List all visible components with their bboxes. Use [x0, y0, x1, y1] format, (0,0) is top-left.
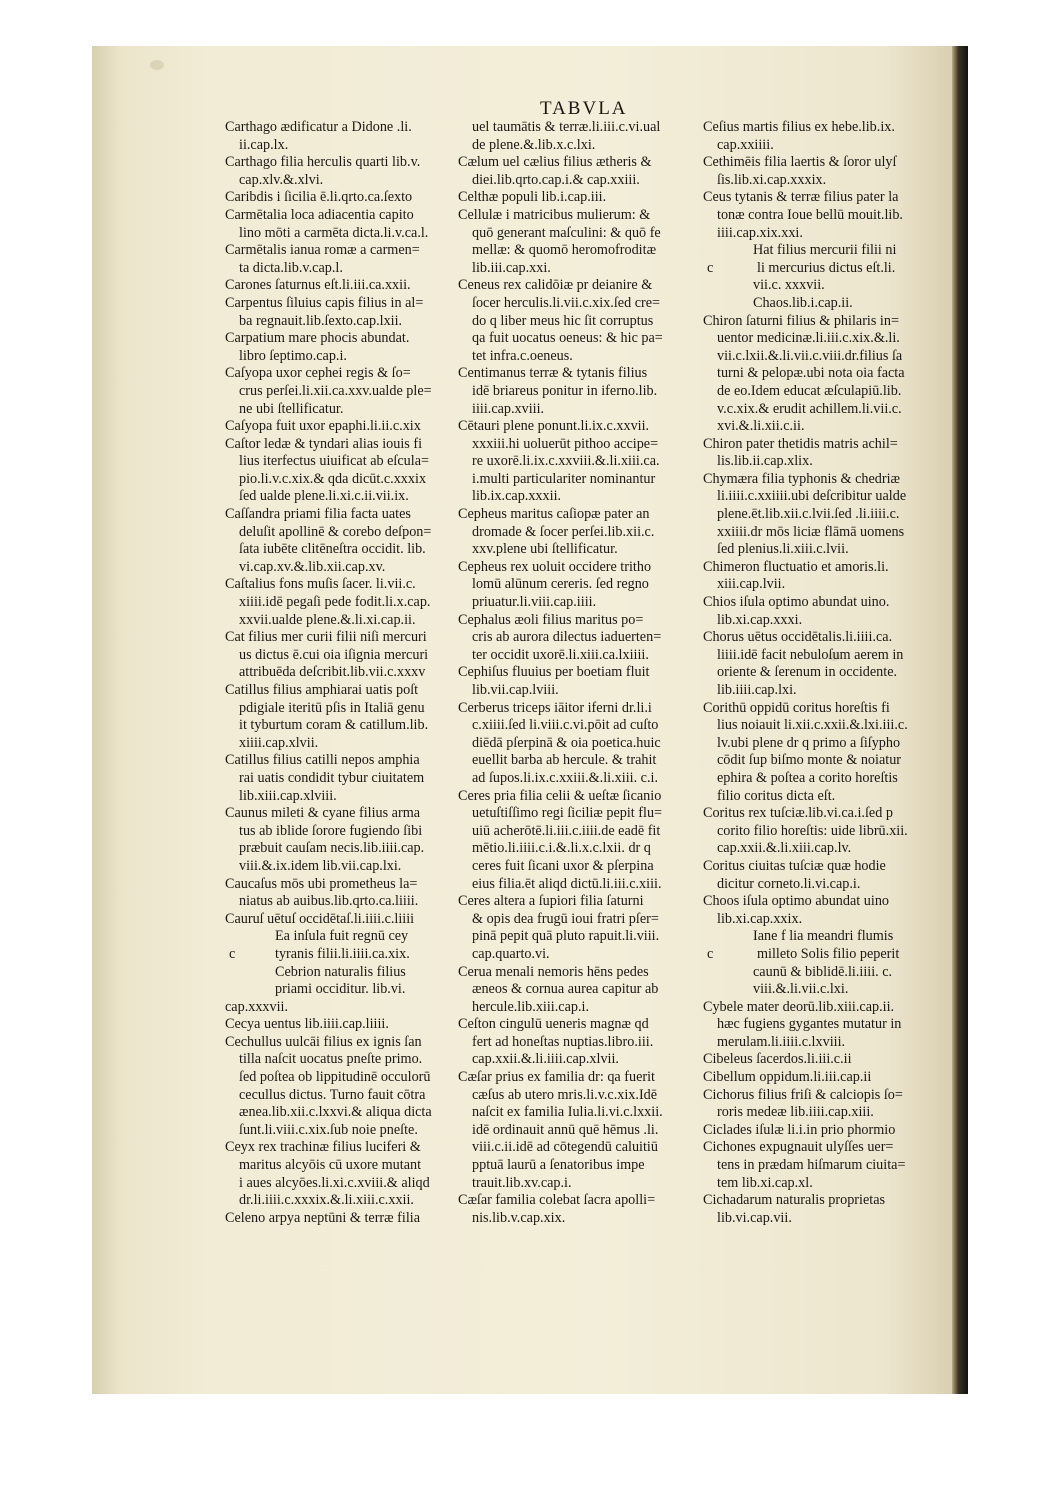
index-line: lib.xiii.cap.xlviii. [239, 787, 337, 804]
index-line: Carpentus ſiluius capis filius in al= [225, 294, 424, 311]
index-line: viii.&.ix.idem lib.vii.cap.lxi. [239, 857, 402, 874]
index-line: cap.xlv.&.xlvi. [239, 171, 324, 188]
index-line: Chaos.lib.i.cap.ii. [753, 294, 853, 311]
index-line: diēdā pſerpinā & oia poetica.huic [472, 734, 661, 751]
index-line: Chimeron fluctuatio et amoris.li. [703, 558, 889, 575]
index-line [225, 946, 432, 964]
index-line: lib.iiii.cap.lxi. [717, 682, 797, 698]
index-line: Cæſar familia colebat ſacra apolli= [458, 1192, 656, 1209]
index-column-1 [225, 119, 432, 1227]
index-line: vii.c. xxxvii. [753, 277, 825, 294]
index-line: Ceſton cingulū ueneris magnæ qd [458, 1016, 649, 1033]
index-line: Iane f lia meandri flumis [753, 928, 894, 945]
index-line: Caribdis i ſicilia ē.li.qrto.ca.ſexto [225, 189, 413, 206]
index-line: cap.xxiiii. [717, 136, 774, 153]
index-line: eius filia.ēt aliqd dictū.li.iii.c.xiii. [472, 875, 662, 892]
index-line: Chiron ſaturni filius & philaris in= [703, 312, 899, 329]
index-line: nis.lib.v.cap.xix. [472, 1209, 566, 1226]
index-line: cap.xxii.&.li.iiii.cap.xlvii. [472, 1051, 619, 1068]
index-line: do q liber meus hic ſit corruptus [472, 312, 654, 329]
index-line: dromade & ſocer perſei.lib.xii.c. [472, 523, 655, 540]
index-line: crus perſei.li.xii.ca.xxv.ualde ple= [239, 382, 432, 399]
index-line: tonæ contra Ioue bellū mouit.lib. [717, 206, 903, 223]
index-line: ii.cap.lx. [239, 136, 289, 153]
index-line: Cepheus maritus caſiopæ pater an [458, 506, 650, 523]
index-line: Ceneus rex calidōiæ pr deianire & [458, 277, 653, 294]
index-line: ad ſupos.li.ix.c.xxiii.&.li.xiii. c.i. [472, 769, 659, 786]
index-line: cris ab aurora dilectus iaduerten= [472, 629, 662, 646]
index-line: viii.c.ii.idē ad cōtegendū caluitiū [472, 1139, 658, 1156]
index-line: Carmētalia loca adiacentia capito [225, 206, 414, 223]
index-line: æneos & cornua aurea capitur ab [472, 981, 659, 998]
index-line: fert ad honeſtas nuptias.libro.iii. [472, 1033, 654, 1050]
index-line: mētio.li.iiii.c.i.&.li.x.c.lxii. dr q [472, 840, 651, 857]
index-line: Carmētalis ianua romæ a carmen= [225, 242, 420, 259]
index-line: hercule.lib.xiii.cap.i. [472, 998, 590, 1015]
index-line: trauit.lib.xv.cap.i. [472, 1174, 572, 1191]
index-line [703, 260, 908, 278]
index-line: pdigiale iteritū pſis in Italiā genu [239, 699, 425, 716]
index-line: xxiiii.dr mōs liciæ flāmā uomens [717, 523, 905, 540]
index-line: Celeno arpya neptūni & terræ filia [225, 1209, 421, 1226]
index-line: Catillus filius amphiarai uatis poſt [225, 682, 419, 698]
index-line: priuatur.li.viii.cap.iiii. [472, 594, 597, 611]
index-line: Caſſandra priami filia facta uates [225, 506, 411, 523]
index-line: attribuēda deſcribit.lib.vii.c.xxxv [239, 664, 426, 681]
index-line-text: li mercurius dictus eſt.li. [757, 259, 896, 276]
index-line: Hat filius mercurii filii ni [753, 242, 897, 259]
index-line: Ceyx rex trachinæ filius luciferi & [225, 1139, 421, 1156]
index-line: maritus alcyōis cū uxore mutant [239, 1157, 422, 1174]
index-line: c.xiiii.ſed li.viii.c.vi.pōit ad cuſto [472, 717, 659, 734]
index-line: uentor medicinæ.li.iii.c.xix.&.li. [717, 330, 900, 347]
index-line: re uxorē.li.ix.c.xxviii.&.li.xiii.ca. [472, 453, 660, 470]
index-line: xiiii.idē pegaſi pede fodit.li.x.cap. [239, 594, 431, 611]
index-line: xiiii.cap.xlvii. [239, 734, 319, 751]
index-line: lib.ix.cap.xxxii. [472, 488, 562, 505]
index-line: & opis dea frugū ioui fratri pſer= [472, 910, 659, 927]
index-line: Cecya uentus lib.iiii.cap.liiii. [225, 1016, 389, 1033]
index-line: Cauruſ uētuſ occidētaſ.li.iiii.c.liiii [225, 910, 415, 927]
index-line: Corithū oppidū coritus horeſtis fi [703, 699, 890, 716]
index-line: ſed ualde plene.li.xi.c.ii.vii.ix. [239, 488, 409, 505]
index-line: li.iiii.c.xxiiii.ubi deſcribitur ualde [717, 488, 907, 505]
index-line: ſed poſtea ob lippitudinē occulorū [239, 1069, 431, 1086]
index-line: qa fuit uocatus oeneus: & hic pa= [472, 330, 663, 347]
index-line [703, 946, 908, 964]
index-line: Cellulæ i matricibus mulierum: & [458, 206, 651, 223]
index-line: dr.li.iiii.c.xxxix.&.li.xiii.c.xxii. [239, 1192, 414, 1209]
index-line: Cælum uel cælius filius ætheris & [458, 154, 652, 171]
index-line: tus ab iblide ſorore fugiendo ſibi [239, 822, 423, 839]
index-line: lib.iii.cap.xxi. [472, 259, 551, 276]
index-line: us dictus ē.cui oia iſignia mercuri [239, 646, 429, 663]
running-head: TABVLA [540, 98, 628, 119]
index-line: idē briareus ponitur in iferno.lib. [472, 382, 658, 399]
index-line: Ea inſula fuit regnū cey [275, 928, 409, 945]
index-line: ſocer herculis.li.vii.c.xix.ſed cre= [472, 294, 661, 311]
index-column-3 [703, 119, 908, 1227]
index-line-text: milleto Solis filio peperit [757, 945, 900, 962]
index-line: hæc fugiens gygantes mutatur in [717, 1016, 902, 1033]
index-line: i.multi particulariter nominantur [472, 470, 656, 487]
index-line: tilla naſcit uocatus pneſte primo. [239, 1051, 423, 1068]
index-line: Cepheus rex uoluit occidere tritho [458, 558, 652, 575]
index-line: libro ſeptimo.cap.i. [239, 347, 347, 364]
index-line: ba regnauit.lib.ſexto.cap.lxii. [239, 312, 403, 329]
page-edge [952, 46, 968, 1394]
index-line: Ceres pria filia celii & ueſtæ ſicanio [458, 787, 662, 804]
index-line: Carones ſaturnus eſt.li.iii.ca.xxii. [225, 277, 411, 294]
index-line: Caucaſus mōs ubi prometheus la= [225, 875, 418, 892]
index-line: Cibellum oppidum.li.iii.cap.ii [703, 1069, 872, 1086]
index-line: ne ubi ſtellificatur. [239, 400, 344, 417]
index-line: lib.xi.cap.xxxi. [717, 611, 803, 628]
index-line: idē ordinauit annū quē hēmus .li. [472, 1121, 659, 1138]
index-line: Cerberus triceps iāitor iferni dr.li.i [458, 699, 652, 716]
index-line: Catillus filius catilli nepos amphia [225, 752, 420, 769]
index-line: cap.xxxvii. [225, 998, 289, 1015]
index-line: ceres fuit ſicani uxor & pſerpina [472, 857, 654, 874]
index-line: plene.ēt.lib.xii.c.lvii.ſed .li.iiii.c. [717, 506, 900, 523]
paper-stain [150, 60, 164, 70]
index-line: xxv.plene ubi ſtellificatur. [472, 541, 618, 558]
index-line: Carthago ædificatur a Didone .li. [225, 119, 412, 135]
index-line: lis.lib.ii.cap.xlix. [717, 453, 813, 470]
index-line: Cichones expugnauit ulyſſes uer= [703, 1139, 894, 1156]
index-line: ænea.lib.xii.c.lxxvi.& aliqua dicta [239, 1104, 432, 1121]
index-line: ephira & poſtea a corito horeſtis [717, 769, 898, 786]
index-line: Cichadarum naturalis proprietas [703, 1192, 886, 1209]
index-line: deluſit apollinē & corebo deſpon= [239, 523, 432, 540]
index-line: Caunus mileti & cyane filius arma [225, 805, 421, 822]
index-line: cōdit ſup biſmo monte & noiatur [717, 752, 902, 769]
index-line: ter occidit uxorē.li.xiii.ca.lxiiii. [472, 646, 649, 663]
index-line: oriente & ſerenum in occidente. [717, 664, 898, 681]
index-line: Caſtor ledæ & tyndari alias iouis fi [225, 435, 423, 452]
index-line: lius noiauit li.xii.c.xxii.&.lxi.iii.c. [717, 717, 908, 734]
index-line: Ceres altera a ſupiori filia ſaturni [458, 893, 644, 910]
index-line: Cat filius mer curii filii niſi mercuri [225, 629, 427, 646]
index-line: lv.ubi plene dr q primo a ſiſypho [717, 734, 901, 751]
index-line: pio.li.v.c.xix.& qda dicūt.c.xxxix [239, 470, 427, 487]
index-line: ſis.lib.xi.cap.xxxix. [717, 171, 827, 188]
index-line: filio coritus dicta eſt. [717, 787, 836, 804]
index-line: i aues alcyōes.li.xi.c.xviii.& aliqd [239, 1174, 430, 1191]
index-line: Cethimēis filia laertis & ſoror ulyſ [703, 154, 897, 171]
index-line: Caſtalius fons muſis ſacer. li.vii.c. [225, 576, 416, 593]
index-line: Chorus uētus occidētalis.li.iiii.ca. [703, 629, 893, 646]
index-line-text: tyranis filii.li.iiii.ca.xix. [275, 945, 410, 962]
index-line: xvi.&.li.xii.c.ii. [717, 418, 805, 435]
index-line: ta dicta.lib.v.cap.l. [239, 259, 343, 276]
index-line: viii.&.li.vii.c.lxi. [753, 981, 849, 998]
index-line: tet infra.c.oeneus. [472, 347, 573, 364]
index-line: Ceſius martis filius ex hebe.lib.ix. [703, 119, 895, 135]
index-line: pinā pepit quā pluto rapuit.li.viii. [472, 928, 660, 945]
index-line: rai uatis condidit tybur ciuitatem [239, 769, 425, 786]
index-line: lib.vi.cap.vii. [717, 1209, 792, 1226]
index-line: Cybele mater deorū.lib.xiii.cap.ii. [703, 998, 895, 1015]
index-line: Cephalus æoli filius maritus po= [458, 611, 644, 628]
index-column-2 [458, 119, 663, 1227]
index-line: Cebrion naturalis filius [275, 963, 406, 980]
index-line: de eo.Idem educat æſculapiū.lib. [717, 382, 902, 399]
index-line: Choos iſula optimo abundat uino [703, 893, 890, 910]
margin-letter: c [707, 259, 714, 276]
index-line: Caſyopa uxor cephei regis & ſo= [225, 365, 411, 382]
index-line: Cētauri plene ponunt.li.ix.c.xxvii. [458, 418, 650, 435]
index-line: cap.xxii.&.li.xiii.cap.lv. [717, 840, 852, 857]
index-line: xiii.cap.lvii. [717, 576, 786, 593]
index-line: lib.vii.cap.lviii. [472, 682, 559, 698]
index-line: Chymæra filia typhonis & chedriæ [703, 470, 901, 487]
index-line: præbuit cauſam necis.lib.iiii.cap. [239, 840, 425, 857]
index-line: tens in prædam hiſmarum ciuita= [717, 1157, 906, 1174]
index-line: corito filio horeſtis: uide librū.xii. [717, 822, 908, 839]
index-line: lib.xi.cap.xxix. [717, 910, 803, 927]
margin-letter: c [707, 945, 714, 962]
index-line: turni & pelopæ.ubi nota oia facta [717, 365, 905, 382]
index-line: lius iterfectus uiuificat ab eſcula= [239, 453, 430, 470]
index-line: Cibeleus ſacerdos.li.iii.c.ii [703, 1051, 852, 1068]
index-line: Celthæ populi lib.i.cap.iii. [458, 189, 607, 206]
index-line: tem lib.xi.cap.xl. [717, 1174, 813, 1191]
index-line: mellæ: & quomō heromofroditæ [472, 242, 657, 259]
index-line: Chiron pater thetidis matris achil= [703, 435, 898, 452]
index-line: ſed plenius.li.xiii.c.lvii. [717, 541, 849, 558]
index-line: lomū alūnum cereris. ſed regno [472, 576, 649, 593]
index-line: Centimanus terræ & tytanis filius [458, 365, 648, 382]
index-line: iiii.cap.xix.xxi. [717, 224, 803, 241]
index-line: Caſyopa fuit uxor epaphi.li.ii.c.xix [225, 418, 421, 435]
index-line: Ciclades iſulæ li.i.in prio phormio [703, 1121, 896, 1138]
index-line: Cichorus filius friſi & calciopis ſo= [703, 1086, 903, 1103]
index-line: pptuā laurū a ſenatoribus impe [472, 1157, 645, 1174]
index-line: Ceus tytanis & terræ filius pater la [703, 189, 899, 206]
index-line: quō generant maſculini: & quō fe [472, 224, 661, 241]
index-line: uiū acherōtē.li.iii.c.iiii.de eadē fit [472, 822, 661, 839]
index-line: xxxiii.hi uoluerūt pithoo accipe= [472, 435, 659, 452]
index-line: uel taumātis & terræ.li.iii.c.vi.ual [472, 119, 661, 135]
index-line: vii.c.lxii.&.li.vii.c.viii.dr.filius ſa [717, 347, 903, 364]
index-line: v.c.xix.& erudit achillem.li.vii.c. [717, 400, 902, 417]
index-line: diei.lib.qrto.cap.i.& cap.xxiii. [472, 171, 640, 188]
index-line: Cephiſus fluuius per boetiam fluit [458, 664, 650, 681]
index-line: Carthago filia herculis quarti lib.v. [225, 154, 421, 171]
index-line: it tyburtum coram & catillum.lib. [239, 717, 429, 734]
index-line: priami occiditur. lib.vi. [275, 981, 406, 998]
index-line: Coritus ciuitas tuſciæ quæ hodie [703, 857, 886, 874]
index-line: Cechullus uulcāi filius ex ignis ſan [225, 1033, 422, 1050]
index-line: cecullus dictus. Turno fauit cōtra [239, 1086, 426, 1103]
index-line: dicitur corneto.li.vi.cap.i. [717, 875, 861, 892]
index-line: liiii.idē facit nebuloſum aerem in [717, 646, 904, 663]
index-line: niatus ab auibus.lib.qrto.ca.liiii. [239, 893, 419, 910]
index-line: lino mōti a carmēta dicta.li.v.ca.l. [239, 224, 429, 241]
index-line: ſunt.li.viii.c.xix.ſub noie pneſte. [239, 1121, 418, 1138]
index-line: Chios iſula optimo abundat uino. [703, 594, 890, 611]
index-line: vi.cap.xv.&.lib.xii.cap.xv. [239, 558, 386, 575]
index-line: euellit barba ab hercule. & trahit [472, 752, 657, 769]
index-line: Coritus rex tuſciæ.lib.vi.ca.i.ſed p [703, 805, 893, 822]
index-line: Carpatium mare phocis abundat. [225, 330, 410, 347]
index-line: roris medeæ lib.iiii.cap.xiii. [717, 1104, 874, 1121]
index-line: uetuſtiſſimo regi ſiciliæ pepit flu= [472, 805, 663, 822]
margin-letter: c [229, 945, 236, 962]
index-line: naſcit ex familia Iulia.li.vi.c.lxxii. [472, 1104, 663, 1121]
index-line: merulam.li.iiii.c.lxviii. [717, 1033, 846, 1050]
index-line: xxvii.ualde plene.&.li.xi.cap.ii. [239, 611, 416, 628]
index-line: de plene.&.lib.x.c.lxi. [472, 136, 596, 153]
index-line: cap.quarto.vi. [472, 945, 550, 962]
index-line: ſata iubēte clitēneſtra occidit. lib. [239, 541, 426, 558]
index-line: caunū & biblidē.li.iiii. c. [753, 963, 893, 980]
index-line: iiii.cap.xviii. [472, 400, 545, 417]
index-line: Cerua menali nemoris hēns pedes [458, 963, 649, 980]
index-line: cæſus ab utero mris.li.v.c.xix.Idē [472, 1086, 658, 1103]
index-line: Cæſar prius ex familia dr: qa fuerit [458, 1069, 655, 1086]
